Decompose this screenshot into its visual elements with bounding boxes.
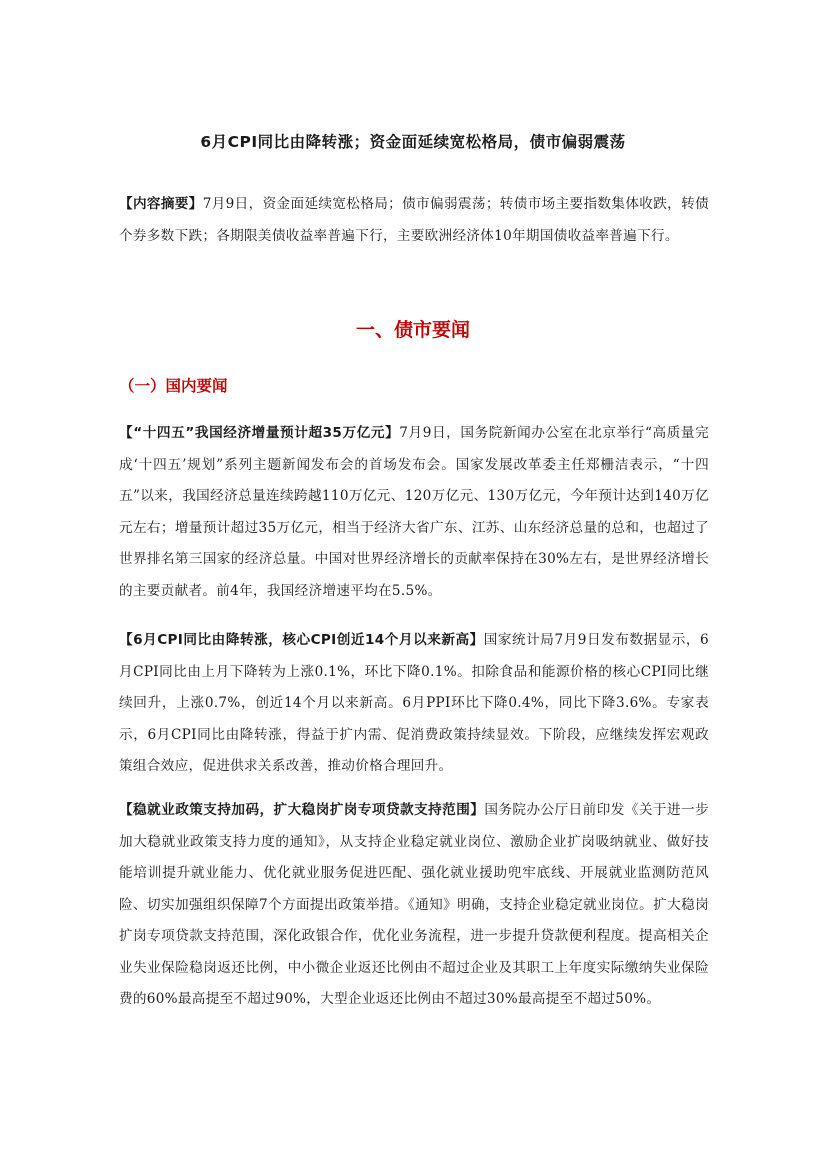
summary-text: 7月9日，资金面延续宽松格局；债市偏弱震荡；转债市场主要指数集体收跌，转债个券多数下跌；各期限美债收益率普遍下行，主要欧洲经济体10年期国债收益率普遍下行。 — [119, 196, 709, 244]
summary-paragraph — [119, 189, 709, 252]
news-headline: 【“十四五”我国经济增量预计超35万亿元】 — [119, 425, 400, 441]
news-item — [119, 795, 709, 1016]
summary-label: 【内容摘要】 — [119, 196, 203, 212]
news-headline: 【稳就业政策支持加码，扩大稳岗扩岗专项贷款支持范围】 — [119, 802, 485, 818]
news-body: 国家统计局7月9日发布数据显示，6月CPI同比由上月下降转为上涨0.1%，环比下降0.1%。扣除食品和能源价格的核心CPI同比继续回升，上涨0.7%，创近14个月以来新高。6月PPI环比下降0.4%，同比下降3.6%。专家表示，6月CPI同比由降转涨，得益于扩内需、促消费政策持续显效。下阶段，应继续发挥宏观政策组合效应，促进供求关系改善，推动价格合理回升。 — [119, 632, 709, 774]
section-heading-bond-news: 一、债市要闻 — [355, 319, 470, 341]
news-item — [119, 625, 709, 783]
news-headline: 【6月CPI同比由降转涨，核心CPI创近14个月以来新高】 — [119, 632, 484, 648]
document-title: 6月CPI同比由降转涨；资金面延续宽松格局，债市偏弱震荡 — [200, 133, 626, 151]
news-item — [119, 418, 709, 607]
news-body: 国务院办公厅日前印发《关于进一步加大稳就业政策支持力度的通知》，从支持企业稳定就业岗位、激励企业扩岗吸纳就业、做好技能培训提升就业能力、优化就业服务促进匹配、强化就业援助兜牢底线、开展就业监测防范风险、切实加强组织保障7个方面提出政策举措。《通知》明确，支持企业稳定就业岗位。扩大稳岗扩岗专项贷款支持范围，深化政银合作，优化业务流程，进一步提升贷款便利程度。提高相关企业失业保险稳岗返还比例，中小微企业返还比例由不超过企业及其职工上年度实际缴纳失业保险费的60%最高提至不超过90%，大型企业返还比例由不超过30%最高提至不超过50%。 — [119, 802, 709, 1007]
news-body: 7月9日，国务院新闻办公室在北京举行“高质量完成‘十四五’规划”系列主题新闻发布会的首场发布会。国家发展改革委主任郑栅洁表示，“十四五”以来，我国经济总量连续跨越110万亿元、120万亿元、130万亿元，今年预计达到140万亿元左右；增量预计超过35万亿元，相当于经济大省广东、江苏、山东经济总量的总和，也超过了世界排名第三国家的经济总量。中国对世界经济增长的贡献率保持在30%左右，是世界经济增长的主要贡献者。前4年，我国经济增速平均在5.5%。 — [119, 425, 709, 599]
subsection-heading-domestic-news: （一）国内要闻 — [119, 377, 228, 395]
